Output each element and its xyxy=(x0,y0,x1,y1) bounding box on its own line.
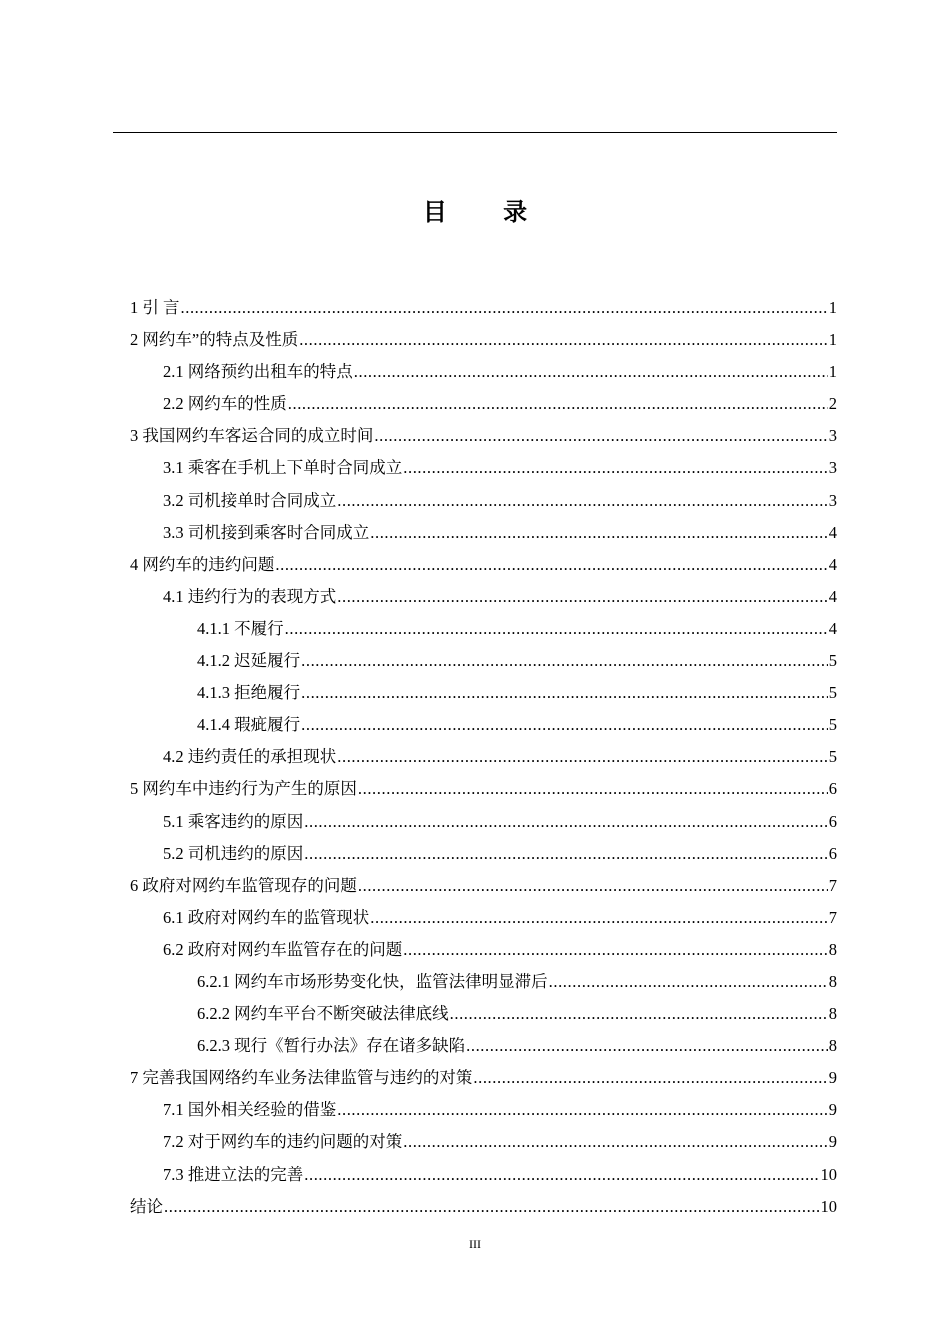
toc-entry-page: 3 xyxy=(828,426,837,446)
toc-entry-label: 4.1.3 拒绝履行 xyxy=(197,683,301,703)
toc-entry-page: 1 xyxy=(828,330,837,350)
toc-entry-page: 1 xyxy=(828,362,837,382)
toc-dot-leader xyxy=(358,773,828,805)
toc-entry[interactable] xyxy=(130,485,837,517)
toc-dot-leader xyxy=(301,709,828,741)
toc-entry-label: 6.2.1 网约车市场形势变化快，监管法律明显滞后 xyxy=(197,971,548,991)
toc-entry-label: 7 完善我国网络约车业务法律监管与违约的对策 xyxy=(130,1068,473,1088)
toc-entry-page: 10 xyxy=(820,1164,837,1184)
toc-entry-label: 7.3 推进立法的完善 xyxy=(163,1164,304,1184)
toc-entry[interactable] xyxy=(130,806,837,838)
toc-entry[interactable] xyxy=(130,934,837,966)
toc-entry-label: 4 网约车的违约问题 xyxy=(130,554,275,574)
toc-entry[interactable] xyxy=(130,870,837,902)
toc-entry-page: 6 xyxy=(828,779,837,799)
toc-entry[interactable] xyxy=(130,645,837,677)
header-rule xyxy=(113,132,837,133)
toc-dot-leader xyxy=(466,1030,828,1062)
toc-dot-leader xyxy=(337,1094,828,1126)
toc-entry-label: 3 我国网约车客运合同的成立时间 xyxy=(130,426,374,446)
toc-entry-page: 6 xyxy=(828,811,837,831)
toc-dot-leader xyxy=(403,1126,828,1158)
toc-dot-leader xyxy=(301,677,828,709)
toc-entry[interactable] xyxy=(130,1159,837,1191)
toc-dot-leader xyxy=(285,613,828,645)
toc-entry-label: 2.1 网络预约出租车的特点 xyxy=(163,362,353,382)
toc-dot-leader xyxy=(374,420,827,452)
toc-entry-page: 10 xyxy=(820,1196,837,1216)
toc-entry-label: 3.2 司机接单时合同成立 xyxy=(163,490,337,510)
toc-entry-page: 8 xyxy=(828,971,837,991)
toc-dot-leader xyxy=(337,581,828,613)
toc-dot-leader xyxy=(275,549,827,581)
toc-entry[interactable] xyxy=(130,709,837,741)
toc-entry-page: 8 xyxy=(828,939,837,959)
toc-entry[interactable] xyxy=(130,1191,837,1223)
page-number: III xyxy=(469,1237,481,1251)
toc-entry-page: 5 xyxy=(828,715,837,735)
toc-entry-label: 4.1.4 瑕疵履行 xyxy=(197,715,301,735)
toc-entry-page: 7 xyxy=(828,907,837,927)
toc-entry-label: 4.1 违约行为的表现方式 xyxy=(163,586,337,606)
toc-entry[interactable] xyxy=(130,292,837,324)
toc-dot-leader xyxy=(304,806,828,838)
toc-entry[interactable] xyxy=(130,677,837,709)
toc-entry-page: 3 xyxy=(828,490,837,510)
page-title: 目 录 xyxy=(422,198,552,226)
toc-entry-label: 6.2 政府对网约车监管存在的问题 xyxy=(163,939,403,959)
toc-entry-page: 9 xyxy=(828,1100,837,1120)
toc-entry-page: 5 xyxy=(828,651,837,671)
toc-entry-page: 4 xyxy=(828,586,837,606)
toc-entry[interactable] xyxy=(130,838,837,870)
toc-entry-label: 3.3 司机接到乘客时合同成立 xyxy=(163,522,370,542)
table-of-contents xyxy=(130,292,837,1223)
toc-entry[interactable] xyxy=(130,356,837,388)
toc-entry[interactable] xyxy=(130,998,837,1030)
toc-entry-page: 7 xyxy=(828,875,837,895)
toc-dot-leader xyxy=(164,1191,820,1223)
toc-entry[interactable] xyxy=(130,1030,837,1062)
toc-dot-leader xyxy=(403,452,828,484)
toc-dot-leader xyxy=(304,1159,819,1191)
toc-entry[interactable] xyxy=(130,1094,837,1126)
toc-entry-page: 4 xyxy=(828,522,837,542)
toc-entry[interactable] xyxy=(130,581,837,613)
toc-entry-label: 2 网约车”的特点及性质 xyxy=(130,330,299,350)
toc-entry-page: 5 xyxy=(828,747,837,767)
toc-dot-leader xyxy=(304,838,828,870)
toc-entry[interactable] xyxy=(130,966,837,998)
toc-dot-leader xyxy=(473,1062,827,1094)
toc-entry[interactable] xyxy=(130,613,837,645)
toc-entry[interactable] xyxy=(130,420,837,452)
toc-dot-leader xyxy=(288,388,828,420)
toc-dot-leader xyxy=(358,870,828,902)
toc-entry-label: 2.2 网约车的性质 xyxy=(163,394,287,414)
toc-dot-leader xyxy=(354,356,828,388)
toc-entry[interactable] xyxy=(130,1126,837,1158)
toc-entry-label: 6 政府对网约车监管现存的问题 xyxy=(130,875,357,895)
toc-entry[interactable] xyxy=(130,1062,837,1094)
toc-entry-label: 5.2 司机违约的原因 xyxy=(163,843,304,863)
toc-entry-label: 7.1 国外相关经验的借鉴 xyxy=(163,1100,337,1120)
toc-entry-page: 3 xyxy=(828,458,837,478)
toc-entry-label: 3.1 乘客在手机上下单时合同成立 xyxy=(163,458,403,478)
toc-dot-leader xyxy=(181,292,828,324)
toc-entry-page: 8 xyxy=(828,1004,837,1024)
toc-entry-page: 9 xyxy=(828,1068,837,1088)
toc-entry[interactable] xyxy=(130,549,837,581)
toc-entry-page: 9 xyxy=(828,1132,837,1152)
toc-entry[interactable] xyxy=(130,452,837,484)
toc-entry[interactable] xyxy=(130,773,837,805)
toc-dot-leader xyxy=(370,517,828,549)
toc-dot-leader xyxy=(450,998,828,1030)
toc-entry-label: 6.2.2 网约车平台不断突破法律底线 xyxy=(197,1004,449,1024)
toc-dot-leader xyxy=(370,902,828,934)
toc-entry[interactable] xyxy=(130,741,837,773)
toc-entry-page: 8 xyxy=(828,1036,837,1056)
toc-entry-label: 5.1 乘客违约的原因 xyxy=(163,811,304,831)
toc-dot-leader xyxy=(549,966,828,998)
toc-entry-label: 4.1.2 迟延履行 xyxy=(197,651,301,671)
toc-entry-page: 1 xyxy=(828,298,837,317)
toc-entry-label: 4.2 违约责任的承担现状 xyxy=(163,747,337,767)
toc-entry-label: 7.2 对于网约车的违约问题的对策 xyxy=(163,1132,403,1152)
toc-entry[interactable] xyxy=(130,517,837,549)
toc-entry-label: 6.2.3 现行《暂行办法》存在诸多缺陷 xyxy=(197,1036,466,1056)
toc-entry-label: 5 网约车中违约行为产生的原因 xyxy=(130,779,357,799)
toc-entry-label: 1 引 言 xyxy=(130,298,180,317)
toc-entry[interactable] xyxy=(130,324,837,356)
toc-dot-leader xyxy=(301,645,828,677)
toc-entry-page: 4 xyxy=(828,618,837,638)
toc-dot-leader xyxy=(403,934,828,966)
toc-dot-leader xyxy=(337,741,828,773)
toc-entry-label: 4.1.1 不履行 xyxy=(197,618,284,638)
toc-entry-page: 2 xyxy=(828,394,837,414)
toc-entry-page: 5 xyxy=(828,683,837,703)
toc-entry-label: 结论 xyxy=(130,1196,163,1216)
toc-entry-label: 6.1 政府对网约车的监管现状 xyxy=(163,907,370,927)
toc-entry[interactable] xyxy=(130,388,837,420)
toc-dot-leader xyxy=(337,485,828,517)
toc-entry-page: 4 xyxy=(828,554,837,574)
toc-entry[interactable] xyxy=(130,902,837,934)
toc-dot-leader xyxy=(299,324,828,356)
toc-entry-page: 6 xyxy=(828,843,837,863)
